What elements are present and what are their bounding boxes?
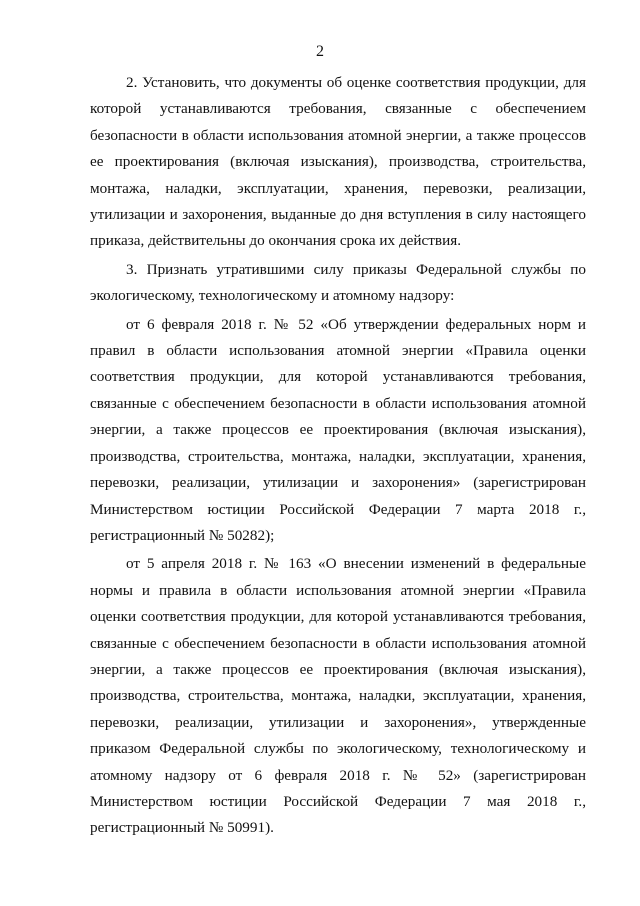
- paragraph-order-163: от 5 апреля 2018 г. № 163 «О внесении изменений в федеральные нормы и правила в области использования атомной энергии «Правила оценки соответствия продукции, для которой устанавливаются требования, связанные с обеспечением безопасности в области использования атомной энергии, а также процессов ее проектирования (включая изыскания), производства, строительства, монтажа, наладки, эксплуатации, хранения, перевозки, реализации, утилизации и захоронения», утвержденные приказом Федеральной службы по экологическому, технологическому и атомному надзору от 6 февраля 2018 г. № 52» (зарегистрирован Министерством юстиции Российской Федерации 7 мая 2018 г., регистрационный № 50991).: [90, 555, 586, 837]
- paragraph-order-52: от 6 февраля 2018 г. № 52 «Об утверждении федеральных норм и правил в области использования атомной энергии «Правила оценки соответствия продукции, для которой устанавливаются требования, связанные с обеспечением безопасности в области использования атомной энергии, а также процессов ее проектирования (включая изыскания), производства, строительства, монтажа, наладки, эксплуатации, хранения, перевозки, реализации, утилизации и захоронения» (зарегистрирован Министерством юстиции Российской Федерации 7 марта 2018 г., регистрационный № 50282);: [90, 315, 586, 544]
- paragraph-documents-validity: 2. Установить, что документы об оценке соответствия продукции, для которой устанавливаются требования, связанные с обеспечением безопасности в области использования атомной энергии, а также процессов ее проектирования (включая изыскания), производства, строительства, монтажа, наладки, эксплуатации, хранения, перевозки, реализации, утилизации и захоронения, выданные до дня вступления в силу настоящего приказа, действительны до окончания срока их действия.: [90, 74, 586, 250]
- paragraph-repeal-orders: 3. Признать утратившими силу приказы Федеральной службы по экологическому, технологическому и атомному надзору:: [90, 260, 586, 305]
- document-body: [90, 70, 586, 842]
- page-number: 2: [316, 43, 324, 60]
